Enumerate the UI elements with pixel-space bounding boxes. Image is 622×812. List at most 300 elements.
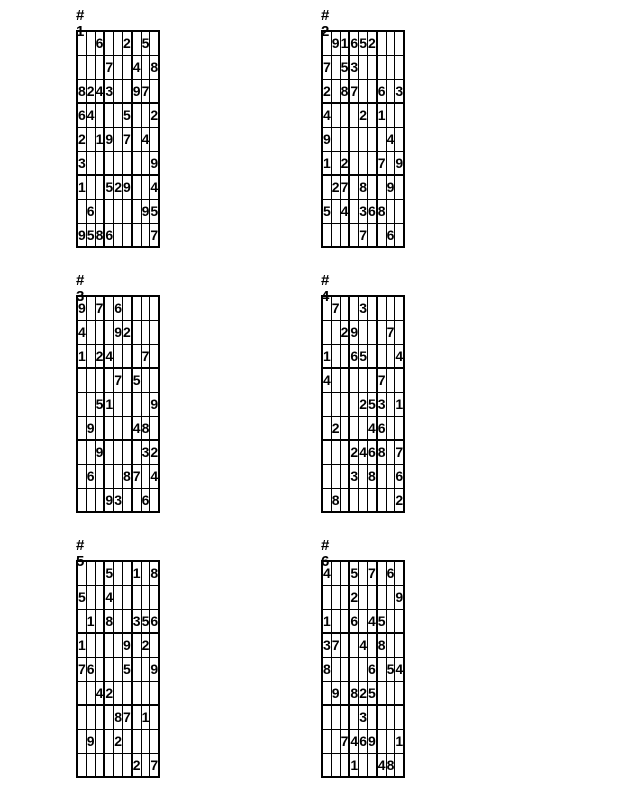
empty-cell [395, 561, 404, 585]
given-cell: 1 [104, 392, 113, 416]
empty-cell [395, 753, 404, 777]
empty-cell [367, 175, 376, 199]
given-cell: 8 [95, 223, 104, 247]
given-cell: 9 [150, 657, 159, 681]
empty-cell [141, 657, 150, 681]
given-cell: 8 [331, 488, 340, 512]
empty-cell [395, 368, 404, 392]
given-cell: 7 [349, 79, 358, 103]
given-cell: 2 [367, 31, 376, 55]
empty-cell [95, 199, 104, 223]
empty-cell [86, 753, 95, 777]
given-cell: 9 [104, 488, 113, 512]
empty-cell [114, 440, 123, 464]
given-cell: 9 [95, 440, 104, 464]
empty-cell [322, 392, 331, 416]
empty-cell [122, 344, 131, 368]
given-cell: 9 [150, 151, 159, 175]
puzzle-title: # 3 [76, 272, 85, 305]
grid-row [77, 440, 159, 464]
grid-row [77, 344, 159, 368]
given-cell: 4 [150, 175, 159, 199]
empty-cell [340, 657, 349, 681]
grid-row [322, 705, 404, 729]
empty-cell [150, 729, 159, 753]
given-cell: 5 [122, 657, 131, 681]
sudoku-grid [76, 560, 160, 778]
given-cell: 1 [141, 705, 150, 729]
empty-cell [331, 464, 340, 488]
given-cell: 8 [77, 79, 86, 103]
empty-cell [395, 416, 404, 440]
given-cell: 3 [359, 296, 368, 320]
empty-cell [331, 561, 340, 585]
empty-cell [122, 392, 131, 416]
empty-cell [114, 464, 123, 488]
given-cell: 2 [141, 633, 150, 657]
empty-cell [95, 488, 104, 512]
empty-cell [114, 681, 123, 705]
given-cell: 2 [150, 440, 159, 464]
empty-cell [331, 392, 340, 416]
empty-cell [386, 464, 395, 488]
empty-cell [114, 585, 123, 609]
given-cell: 4 [86, 103, 95, 127]
empty-cell [322, 705, 331, 729]
empty-cell [359, 79, 368, 103]
empty-cell [386, 392, 395, 416]
empty-cell [377, 705, 386, 729]
grid-row [322, 175, 404, 199]
empty-cell [340, 416, 349, 440]
empty-cell [349, 392, 358, 416]
empty-cell [340, 561, 349, 585]
grid-row [322, 296, 404, 320]
empty-cell [122, 585, 131, 609]
grid-row [77, 488, 159, 512]
empty-cell [141, 320, 150, 344]
given-cell: 9 [367, 729, 376, 753]
empty-cell [377, 55, 386, 79]
grid-row [77, 175, 159, 199]
empty-cell [349, 199, 358, 223]
given-cell: 6 [349, 344, 358, 368]
empty-cell [322, 175, 331, 199]
empty-cell [122, 729, 131, 753]
given-cell: 5 [150, 199, 159, 223]
given-cell: 1 [395, 392, 404, 416]
empty-cell [331, 223, 340, 247]
empty-cell [132, 440, 141, 464]
given-cell: 4 [386, 127, 395, 151]
given-cell: 7 [122, 705, 131, 729]
grid-row [322, 31, 404, 55]
given-cell: 7 [141, 79, 150, 103]
given-cell: 9 [150, 392, 159, 416]
empty-cell [150, 633, 159, 657]
given-cell: 7 [150, 223, 159, 247]
empty-cell [77, 681, 86, 705]
empty-cell [367, 633, 376, 657]
empty-cell [395, 705, 404, 729]
empty-cell [395, 199, 404, 223]
empty-cell [395, 103, 404, 127]
empty-cell [104, 151, 113, 175]
empty-cell [386, 488, 395, 512]
empty-cell [331, 344, 340, 368]
empty-cell [331, 729, 340, 753]
given-cell: 7 [95, 296, 104, 320]
empty-cell [86, 296, 95, 320]
given-cell: 6 [77, 103, 86, 127]
empty-cell [386, 31, 395, 55]
given-cell: 8 [114, 705, 123, 729]
given-cell: 2 [349, 440, 358, 464]
empty-cell [340, 223, 349, 247]
grid-row [77, 127, 159, 151]
given-cell: 7 [77, 657, 86, 681]
sudoku-grid [76, 30, 160, 248]
empty-cell [150, 320, 159, 344]
empty-cell [141, 223, 150, 247]
empty-cell [122, 199, 131, 223]
empty-cell [377, 681, 386, 705]
given-cell: 3 [141, 440, 150, 464]
given-cell: 9 [114, 320, 123, 344]
empty-cell [386, 103, 395, 127]
empty-cell [322, 585, 331, 609]
empty-cell [104, 440, 113, 464]
empty-cell [395, 296, 404, 320]
empty-cell [340, 488, 349, 512]
given-cell: 5 [104, 175, 113, 199]
grid-row [77, 681, 159, 705]
empty-cell [377, 127, 386, 151]
empty-cell [349, 296, 358, 320]
empty-cell [367, 151, 376, 175]
empty-cell [340, 609, 349, 633]
empty-cell [114, 753, 123, 777]
given-cell: 5 [77, 585, 86, 609]
grid-row [77, 585, 159, 609]
empty-cell [386, 705, 395, 729]
given-cell: 9 [77, 296, 86, 320]
empty-cell [122, 223, 131, 247]
given-cell: 7 [340, 729, 349, 753]
given-cell: 5 [340, 55, 349, 79]
empty-cell [104, 31, 113, 55]
given-cell: 1 [95, 127, 104, 151]
given-cell: 2 [349, 585, 358, 609]
given-cell: 5 [377, 609, 386, 633]
given-cell: 9 [395, 151, 404, 175]
empty-cell [377, 488, 386, 512]
given-cell: 6 [141, 488, 150, 512]
empty-cell [386, 633, 395, 657]
empty-cell [77, 609, 86, 633]
given-cell: 2 [359, 103, 368, 127]
given-cell: 8 [377, 633, 386, 657]
empty-cell [77, 561, 86, 585]
given-cell: 6 [377, 416, 386, 440]
empty-cell [114, 657, 123, 681]
given-cell: 7 [377, 368, 386, 392]
empty-cell [86, 440, 95, 464]
given-cell: 7 [122, 127, 131, 151]
empty-cell [104, 705, 113, 729]
grid-row [322, 561, 404, 585]
grid-row [322, 223, 404, 247]
given-cell: 4 [150, 464, 159, 488]
grid-row [322, 464, 404, 488]
given-cell: 7 [395, 440, 404, 464]
given-cell: 3 [359, 199, 368, 223]
empty-cell [132, 296, 141, 320]
empty-cell [122, 416, 131, 440]
empty-cell [86, 681, 95, 705]
empty-cell [395, 609, 404, 633]
given-cell: 4 [322, 561, 331, 585]
empty-cell [114, 223, 123, 247]
empty-cell [322, 753, 331, 777]
given-cell: 2 [395, 488, 404, 512]
empty-cell [395, 223, 404, 247]
empty-cell [331, 127, 340, 151]
empty-cell [86, 175, 95, 199]
given-cell: 8 [377, 199, 386, 223]
given-cell: 7 [132, 464, 141, 488]
given-cell: 4 [322, 103, 331, 127]
empty-cell [86, 127, 95, 151]
given-cell: 9 [141, 199, 150, 223]
empty-cell [386, 609, 395, 633]
empty-cell [141, 151, 150, 175]
given-cell: 4 [359, 440, 368, 464]
sudoku-grid [321, 560, 405, 778]
empty-cell [122, 296, 131, 320]
given-cell: 4 [132, 55, 141, 79]
sudoku-grid [321, 30, 405, 248]
empty-cell [150, 705, 159, 729]
empty-cell [349, 416, 358, 440]
empty-cell [132, 585, 141, 609]
empty-cell [104, 753, 113, 777]
given-cell: 9 [122, 633, 131, 657]
empty-cell [95, 585, 104, 609]
given-cell: 6 [377, 79, 386, 103]
empty-cell [349, 151, 358, 175]
empty-cell [132, 103, 141, 127]
empty-cell [150, 368, 159, 392]
given-cell: 1 [395, 729, 404, 753]
empty-cell [104, 729, 113, 753]
empty-cell [331, 55, 340, 79]
empty-cell [77, 55, 86, 79]
given-cell: 6 [367, 657, 376, 681]
empty-cell [132, 31, 141, 55]
given-cell: 3 [395, 79, 404, 103]
empty-cell [95, 103, 104, 127]
given-cell: 8 [340, 79, 349, 103]
empty-cell [150, 296, 159, 320]
given-cell: 6 [86, 199, 95, 223]
empty-cell [395, 55, 404, 79]
empty-cell [367, 705, 376, 729]
empty-cell [386, 585, 395, 609]
grid-row [77, 561, 159, 585]
empty-cell [77, 199, 86, 223]
empty-cell [132, 729, 141, 753]
empty-cell [95, 416, 104, 440]
given-cell: 6 [104, 223, 113, 247]
empty-cell [114, 416, 123, 440]
given-cell: 7 [150, 753, 159, 777]
given-cell: 7 [386, 320, 395, 344]
empty-cell [359, 127, 368, 151]
grid-row [322, 657, 404, 681]
given-cell: 9 [122, 175, 131, 199]
empty-cell [95, 609, 104, 633]
grid-row [77, 151, 159, 175]
empty-cell [141, 464, 150, 488]
empty-cell [77, 440, 86, 464]
grid-row [77, 705, 159, 729]
given-cell: 1 [77, 633, 86, 657]
empty-cell [367, 55, 376, 79]
empty-cell [141, 368, 150, 392]
empty-cell [95, 368, 104, 392]
puzzle-title: # 4 [321, 272, 330, 305]
empty-cell [395, 681, 404, 705]
given-cell: 4 [367, 416, 376, 440]
grid-row [77, 657, 159, 681]
empty-cell [104, 199, 113, 223]
empty-cell [77, 488, 86, 512]
empty-cell [322, 681, 331, 705]
given-cell: 7 [331, 633, 340, 657]
puzzle-title: # 2 [321, 7, 330, 40]
given-cell: 4 [322, 368, 331, 392]
given-cell: 9 [349, 320, 358, 344]
empty-cell [367, 753, 376, 777]
grid-row [322, 753, 404, 777]
empty-cell [367, 296, 376, 320]
empty-cell [377, 657, 386, 681]
given-cell: 1 [340, 31, 349, 55]
given-cell: 6 [349, 609, 358, 633]
empty-cell [132, 151, 141, 175]
empty-cell [86, 151, 95, 175]
grid-row [77, 609, 159, 633]
empty-cell [377, 464, 386, 488]
empty-cell [132, 175, 141, 199]
empty-cell [340, 633, 349, 657]
empty-cell [104, 657, 113, 681]
grid-row [322, 199, 404, 223]
given-cell: 9 [86, 729, 95, 753]
grid-row [77, 79, 159, 103]
empty-cell [386, 151, 395, 175]
empty-cell [331, 609, 340, 633]
empty-cell [349, 368, 358, 392]
given-cell: 3 [349, 464, 358, 488]
empty-cell [367, 488, 376, 512]
empty-cell [132, 681, 141, 705]
grid-row [77, 55, 159, 79]
puzzle-title: # 5 [76, 537, 85, 570]
empty-cell [95, 55, 104, 79]
empty-cell [367, 79, 376, 103]
given-cell: 8 [122, 464, 131, 488]
given-cell: 2 [331, 416, 340, 440]
empty-cell [367, 368, 376, 392]
grid-row [77, 392, 159, 416]
empty-cell [95, 175, 104, 199]
given-cell: 2 [77, 127, 86, 151]
empty-cell [86, 344, 95, 368]
given-cell: 4 [95, 79, 104, 103]
empty-cell [386, 55, 395, 79]
empty-cell [95, 657, 104, 681]
empty-cell [340, 753, 349, 777]
empty-cell [86, 633, 95, 657]
given-cell: 4 [95, 681, 104, 705]
given-cell: 2 [114, 175, 123, 199]
empty-cell [331, 199, 340, 223]
given-cell: 3 [77, 151, 86, 175]
given-cell: 9 [395, 585, 404, 609]
empty-cell [150, 488, 159, 512]
empty-cell [349, 103, 358, 127]
empty-cell [141, 753, 150, 777]
empty-cell [331, 585, 340, 609]
empty-cell [132, 633, 141, 657]
sudoku-grid [321, 295, 405, 513]
given-cell: 7 [114, 368, 123, 392]
given-cell: 2 [340, 320, 349, 344]
empty-cell [340, 585, 349, 609]
empty-cell [150, 585, 159, 609]
empty-cell [377, 31, 386, 55]
given-cell: 8 [150, 55, 159, 79]
given-cell: 7 [104, 55, 113, 79]
empty-cell [122, 609, 131, 633]
empty-cell [77, 753, 86, 777]
empty-cell [122, 55, 131, 79]
given-cell: 4 [377, 753, 386, 777]
given-cell: 6 [395, 464, 404, 488]
empty-cell [77, 464, 86, 488]
empty-cell [86, 705, 95, 729]
given-cell: 8 [150, 561, 159, 585]
empty-cell [114, 31, 123, 55]
given-cell: 6 [86, 464, 95, 488]
empty-cell [141, 296, 150, 320]
given-cell: 8 [349, 681, 358, 705]
empty-cell [104, 296, 113, 320]
given-cell: 9 [132, 79, 141, 103]
empty-cell [132, 320, 141, 344]
given-cell: 5 [132, 368, 141, 392]
empty-cell [386, 681, 395, 705]
empty-cell [377, 729, 386, 753]
empty-cell [359, 488, 368, 512]
empty-cell [150, 681, 159, 705]
empty-cell [340, 296, 349, 320]
given-cell: 4 [395, 344, 404, 368]
grid-row [322, 320, 404, 344]
given-cell: 4 [141, 127, 150, 151]
